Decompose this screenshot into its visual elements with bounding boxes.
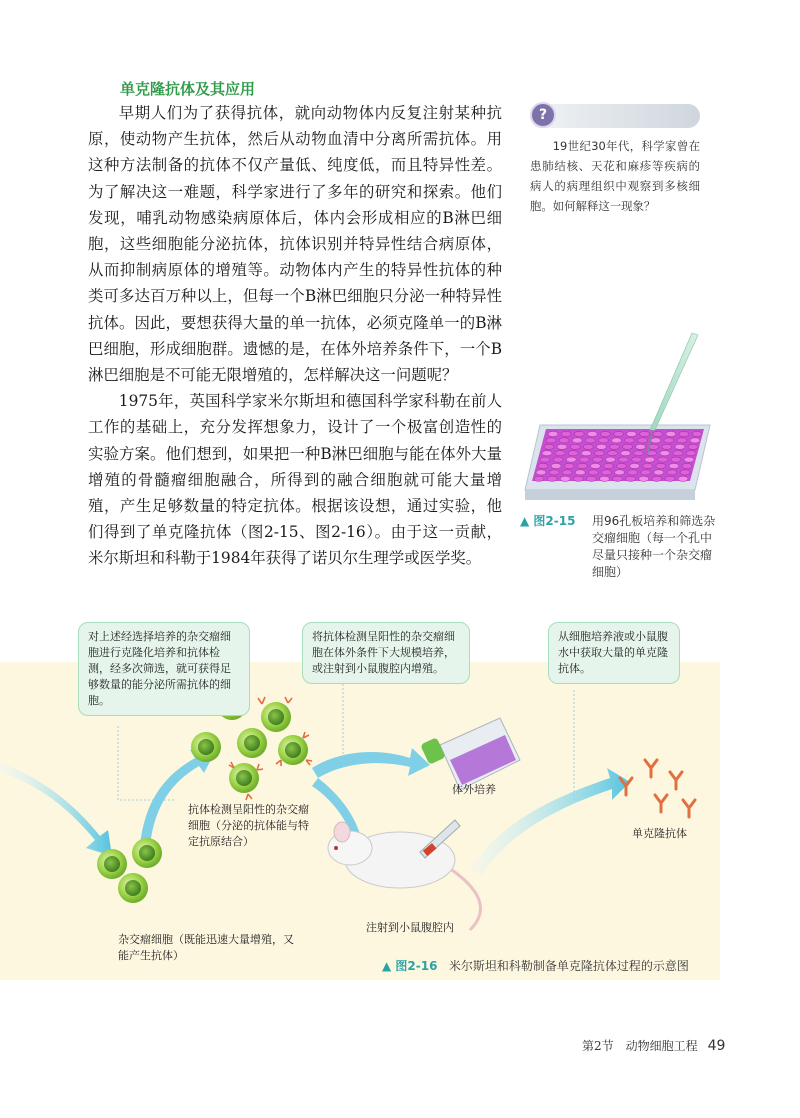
plate-well	[682, 463, 692, 468]
plate-well	[588, 470, 598, 475]
plate-well	[632, 457, 642, 462]
mouse-illustration	[328, 820, 480, 930]
plate-well	[652, 476, 662, 481]
plate-well	[638, 438, 648, 443]
plate-well	[555, 451, 565, 456]
plate-well	[623, 444, 633, 449]
page-number: 49	[707, 1038, 726, 1054]
plate-well	[538, 463, 548, 468]
plate-well	[619, 457, 629, 462]
plate-well	[669, 463, 679, 468]
plate-well	[680, 470, 690, 475]
label-positive-cells: 抗体检测呈阳性的杂交瘤细胞（分泌的抗体能与特定抗原结合）	[188, 803, 309, 848]
plate-well	[688, 444, 698, 449]
label-monoclonal-antibody: 单克隆抗体	[632, 827, 687, 840]
fig-2-15-label: ▲ 图2-15	[520, 514, 576, 528]
fig-2-16-note-2: 将抗体检测呈阳性的杂交瘤细胞在体外条件下大规模培养，或注射到小鼠腹腔内增殖。	[302, 622, 470, 684]
plate-well	[548, 431, 558, 436]
side-question-bar	[530, 104, 700, 128]
plate-well	[598, 438, 608, 443]
plate-well	[577, 463, 587, 468]
section-title: 单克隆抗体及其应用	[120, 80, 256, 98]
plate-well	[606, 457, 616, 462]
plate-well	[572, 438, 582, 443]
plate-well	[568, 451, 578, 456]
plate-well	[651, 438, 661, 443]
plate-well	[608, 451, 618, 456]
plate-well	[579, 457, 589, 462]
plate-well	[654, 470, 664, 475]
plate-well	[570, 444, 580, 449]
plate-well	[583, 444, 593, 449]
plate-well	[586, 476, 596, 481]
plate-well	[634, 451, 644, 456]
plate-well	[675, 444, 685, 449]
plate-well	[678, 476, 688, 481]
plate-well	[692, 431, 702, 436]
plate-well	[656, 463, 666, 468]
footer-section: 第2节 动物细胞工程	[582, 1039, 698, 1053]
plate-well	[536, 470, 546, 475]
plate-well	[540, 457, 550, 462]
plate-well	[585, 438, 595, 443]
plate-well	[574, 431, 584, 436]
monoclonal-antibodies	[620, 760, 695, 817]
plate-well	[614, 431, 624, 436]
plate-well	[544, 444, 554, 449]
plate-well	[643, 463, 653, 468]
plate-well	[561, 431, 571, 436]
plate-well	[542, 451, 552, 456]
plate-well	[639, 476, 649, 481]
label-injection: 注射到小鼠腹腔内	[366, 921, 454, 934]
plate-well	[684, 457, 694, 462]
plate-well	[677, 438, 687, 443]
plate-well	[664, 438, 674, 443]
plate-well	[604, 463, 614, 468]
well-plate-illustration	[520, 325, 720, 510]
plate-well	[625, 438, 635, 443]
plate-well	[660, 451, 670, 456]
plate-well	[662, 444, 672, 449]
label-in-vitro: 体外培养	[452, 783, 496, 796]
plate-well	[679, 431, 689, 436]
plate-edge	[525, 490, 695, 500]
plate-well	[560, 476, 570, 481]
plate-well	[600, 431, 610, 436]
plate-well	[640, 431, 650, 436]
body-text	[88, 100, 502, 572]
plate-well	[671, 457, 681, 462]
side-question-box	[530, 104, 700, 216]
plate-well	[557, 444, 567, 449]
arrow-to-in-vitro	[312, 748, 430, 778]
plate-well	[587, 431, 597, 436]
plate-well	[612, 438, 622, 443]
fig-2-15-caption	[520, 513, 725, 581]
plate-well	[549, 470, 559, 475]
plate-well	[641, 470, 651, 475]
plate-well	[610, 444, 620, 449]
plate-well	[581, 451, 591, 456]
culture-flask	[420, 718, 520, 790]
plate-well	[615, 470, 625, 475]
plate-well	[592, 457, 602, 462]
fig-2-16-note-1: 对上述经选择培养的杂交瘤细胞进行克隆化培养和抗体检测，经多次筛选，就可获得足够数量的能分泌所需抗体的细胞。	[78, 622, 250, 716]
plate-well	[600, 476, 610, 481]
plate-well	[613, 476, 623, 481]
plate-well	[617, 463, 627, 468]
arrow-into-hybridoma	[0, 762, 112, 856]
plate-well	[673, 451, 683, 456]
label-hybridoma: 杂交瘤细胞（既能迅速大量增殖，又能产生抗体）	[118, 933, 294, 962]
plate-well	[562, 470, 572, 475]
plate-well	[666, 431, 676, 436]
plate-well	[628, 470, 638, 475]
plate-well	[566, 457, 576, 462]
plate-well	[596, 444, 606, 449]
fig-2-16-caption	[382, 957, 689, 974]
paragraph-2: 1975年，英国科学家米尔斯坦和德国科学家科勒在前人工作的基础上，充分发挥想象力，设计了一个极富创造性的实验方案。他们想到，如果把一种B淋巴细胞与能在体外大量增殖的骨髓瘤细胞融合，所得到的融合细胞就可能大量增殖，产生足够数量的特定抗体。根据该设想，通过实验，他们得到了单克隆抗体（图2-15、图2-16）。由于这一贡献，米尔斯坦和科勒于1984年获得了诺贝尔生理学或医学奖。	[88, 392, 502, 568]
paragraph-1: 早期人们为了获得抗体，就向动物体内反复注射某种抗原，使动物产生抗体，然后从动物血清中分离所需抗体。用这种方法制备的抗体不仅产量低、纯度低，而且特异性差。为了解决这一难题，科学家进行了多年的研究和探索。他们发现，哺乳动物感染病原体后，体内会形成相应的B淋巴细胞，这些细胞能分泌抗体，抗体识别并特异性结合病原体，从而抑制病原体的增殖等。动物体内产生的特异性抗体的种类可多达百万种以上，但每一个B淋巴细胞只分泌一种特异性抗体。因此，要想获得大量的单一抗体，必须克隆单一的B淋巴细胞，形成细胞群。遗憾的是，在体外培养条件下，一个B淋巴细胞是不可能无限增殖的，怎样解决这一问题呢？	[88, 104, 502, 385]
plate-well	[627, 431, 637, 436]
fig-2-15-text: 用96孔板培养和筛选杂交瘤细胞（每一个孔中尽量只接种一个杂交瘤细胞）	[592, 514, 716, 579]
plate-well	[534, 476, 544, 481]
plate-well	[653, 431, 663, 436]
plate-well	[575, 470, 585, 475]
plate-well	[686, 451, 696, 456]
plate-well	[553, 457, 563, 462]
plate-well	[621, 451, 631, 456]
pipette	[650, 333, 698, 430]
question-icon: ?	[530, 102, 556, 128]
page-footer	[582, 1037, 725, 1054]
side-question-text: 19世纪30年代，科学家曾在患肺结核、天花和麻疹等疾病的病人的病理组织中观察到多核细胞。如何解释这一现象？	[530, 139, 700, 213]
fig-2-16-label: ▲ 图2-16	[382, 959, 438, 973]
plate-well	[559, 438, 569, 443]
plate-well	[551, 463, 561, 468]
plate-well	[645, 457, 655, 462]
plate-well	[690, 438, 700, 443]
plate-well	[547, 476, 557, 481]
plate-well	[665, 476, 675, 481]
plate-well	[626, 476, 636, 481]
fig-2-16-text: 米尔斯坦和科勒制备单克隆抗体过程的示意图	[448, 959, 689, 973]
plate-well	[649, 444, 659, 449]
plate-well	[546, 438, 556, 443]
plate-well	[573, 476, 583, 481]
plate-well	[564, 463, 574, 468]
plate-well	[590, 463, 600, 468]
plate-well	[594, 451, 604, 456]
plate-well	[636, 444, 646, 449]
plate-well	[667, 470, 677, 475]
fig-2-16-note-3: 从细胞培养液或小鼠腹水中获取大量的单克隆抗体。	[548, 622, 680, 684]
plate-well	[630, 463, 640, 468]
plate-well	[602, 470, 612, 475]
plate-well	[658, 457, 668, 462]
